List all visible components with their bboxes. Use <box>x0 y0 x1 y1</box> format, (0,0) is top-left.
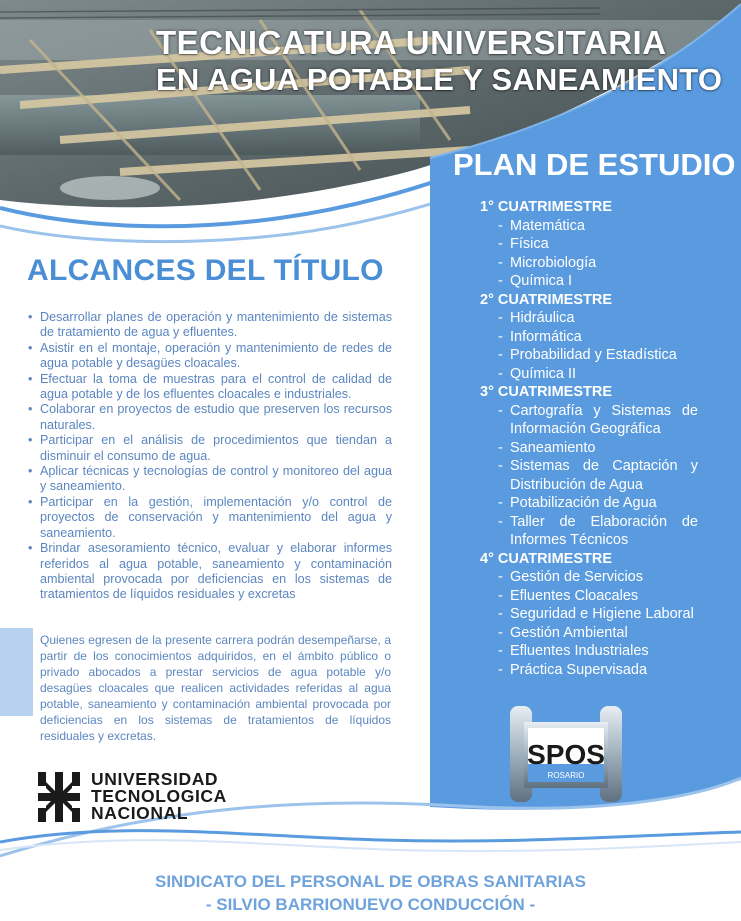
utn-name-line1: UNIVERSIDAD <box>91 769 219 789</box>
spos-logo-name: SPOS <box>527 739 605 770</box>
subject-item: - Informática <box>480 328 698 347</box>
subject-item: - Efluentes Industriales <box>480 642 698 661</box>
subject-item: - Gestión de Servicios <box>480 568 698 587</box>
alcance-item: • Brindar asesoramiento técnico, evaluar y elaborar informes referidos al agua potable, saneamiento y contaminación ambiental provocada por deficiencias en los sistemas de tratamientos de líquidos residuales y excretas <box>28 541 392 603</box>
egresados-accent-bar <box>0 628 33 716</box>
egresados-text: Quienes egresen de la presente carrera podrán desempeñarse, a partir de los conocimientos adquiridos, en el ámbito público o privado abocados a prestar servicios de agua potable y/o desagües cloacales que realicen actividades referidas al agua potable, saneamiento y contaminación ambiental provocada por deficiencias en los sistemas de tratamientos de líquidos residuales y excretas. <box>40 633 391 743</box>
plan-list <box>480 198 698 679</box>
utn-name-line2: TECNOLOGICA <box>91 786 227 806</box>
semester-title: 1° CUATRIMESTRE <box>480 199 613 215</box>
spos-logo-icon <box>500 700 632 810</box>
alcance-item: • Desarrollar planes de operación y mantenimiento de sistemas de tratamiento de agua y efluentes. <box>28 310 392 341</box>
subject-item: - Hidráulica <box>480 309 698 328</box>
subject-item: - Matemática <box>480 217 698 236</box>
alcance-item: • Asistir en el montaje, operación y mantenimiento de redes de agua potable y desagües cloacales. <box>28 341 392 372</box>
subject-item: - Física <box>480 235 698 254</box>
subject-item: - Probabilidad y Estadística <box>480 346 698 365</box>
footer-line2: - SILVIO BARRIONUEVO CONDUCCIÓN - <box>205 895 536 914</box>
utn-name-line3: NACIONAL <box>91 803 189 823</box>
subject-item: - Saneamiento <box>480 439 698 458</box>
header-title-line1: TECNICATURA UNIVERSITARIA <box>156 24 667 61</box>
subject-item: - Química I <box>480 272 698 291</box>
utn-name <box>91 771 227 822</box>
subject-item: - Microbiología <box>480 254 698 273</box>
subject-item: - Efluentes Cloacales <box>480 587 698 606</box>
subject-item: - Gestión Ambiental <box>480 624 698 643</box>
subject-item: - Práctica Supervisada <box>480 661 698 680</box>
subject-item: - Cartografía y Sistemas de Información Geográfica <box>480 402 698 439</box>
alcance-item: • Colaborar en proyectos de estudio que preserven los recursos naturales. <box>28 402 392 433</box>
subject-item: - Potabilización de Agua <box>480 494 698 513</box>
alcance-item: • Participar en la gestión, implementación y/o control de proyectos de conservación y mantenimiento del agua y saneamiento. <box>28 495 392 541</box>
semester-title: 2° CUATRIMESTRE <box>480 291 613 308</box>
semester-title: 4° CUATRIMESTRE <box>480 550 613 567</box>
alcances-list <box>28 310 392 603</box>
footer-line1: SINDICATO DEL PERSONAL DE OBRAS SANITARIAS <box>154 872 587 891</box>
subject-item: - Seguridad e Higiene Laboral <box>480 605 698 624</box>
spos-logo-city: ROSARIO <box>547 771 585 780</box>
alcance-item: • Efectuar la toma de muestras para el control de calidad de agua potable y de los efluentes cloacales e industriales. <box>28 372 392 403</box>
subject-item: - Química II <box>480 365 698 384</box>
alcance-item: • Aplicar técnicas y tecnologías de control y monitoreo del agua y saneamiento. <box>28 464 392 495</box>
plan-title: PLAN DE ESTUDIO <box>453 147 736 182</box>
header-title-line2: EN AGUA POTABLE Y SANEAMIENTO <box>156 62 723 97</box>
subject-item: - Taller de Elaboración de Informes Técnicos <box>480 513 698 550</box>
semester-title: 3° CUATRIMESTRE <box>480 384 613 400</box>
utn-logo-icon <box>38 772 80 822</box>
alcances-title: ALCANCES DEL TÍTULO <box>27 254 384 287</box>
alcance-item: • Participar en el análisis de procedimientos que tiendan a disminuir el consumo de agua. <box>28 433 392 464</box>
subject-item: - Sistemas de Captación y Distribución de Agua <box>480 457 698 494</box>
